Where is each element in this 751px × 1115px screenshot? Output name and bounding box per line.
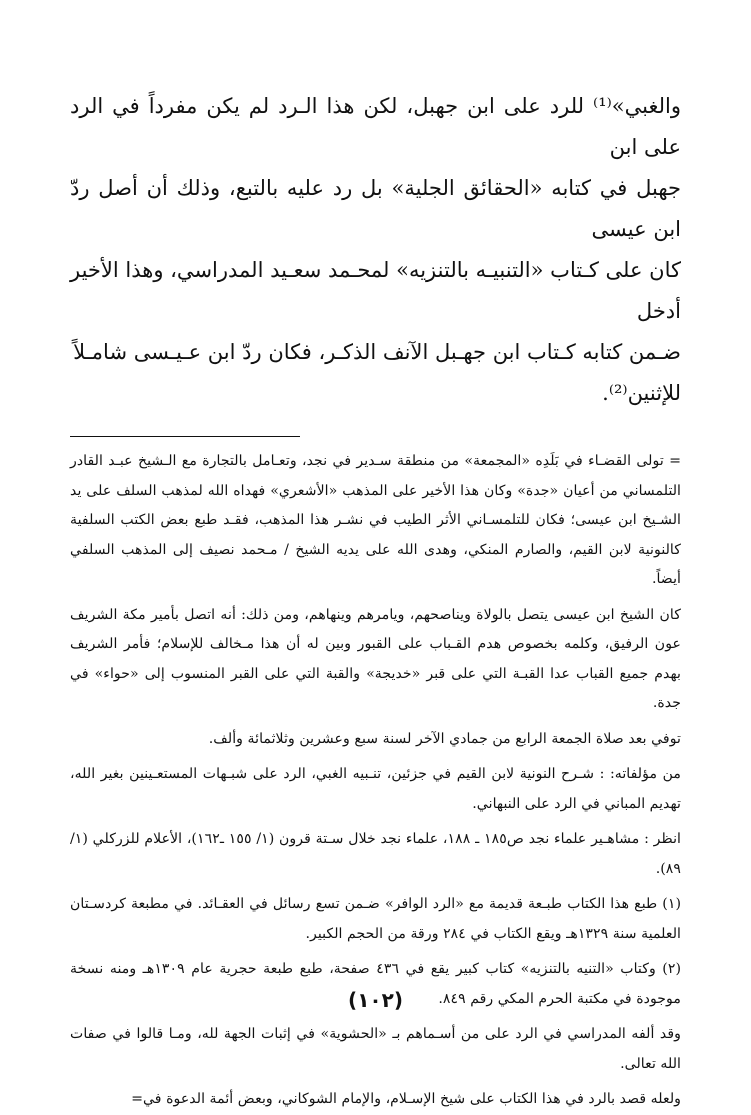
footnotes <box>70 447 681 1115</box>
main-line: للإثنين⁽²⁾. <box>602 381 681 405</box>
page <box>70 86 681 1107</box>
footnote-paragraph: ولعله قصد بالرد في هذا الكتاب على شيخ الإسـلام، والإمام الشوكاني، وبعض أئمة الدعوة في= <box>131 1091 681 1107</box>
page-number: (١٠٢) <box>348 988 403 1012</box>
main-line: والغبي»⁽¹⁾ للرد على ابن جهبل، لكن هذا الـرد لم يكن مفرداً في الرد على ابن <box>70 94 681 159</box>
footnote-paragraph: وقد ألفه المدراسي في الرد على من أسـماهم بـ «الحشوية» في إثبات الجهة لله، ومـا قالوا في صفات الله تعالى. <box>70 1026 681 1072</box>
footnote-2: (٢) وكتاب «التنيه بالتنزيه» كتاب كبير يقع في ٤٣٦ صفحة، طبع طبعة حجرية عام ١٣٠٩هـ ومنه نسخة موجودة في مكتبة الحرم المكي رقم ٨٤٩. <box>70 961 681 1007</box>
footnote-divider-wrap <box>70 414 681 447</box>
main-text <box>70 86 681 414</box>
footnote-paragraph: من مؤلفاته: : شـرح النونية لابن القيم في جزئين، تنـبيه الغبي، الرد على شبـهات المستعـينين بغير الله، تهديم المباني في الرد على النبهاني. <box>70 766 681 812</box>
footnote-paragraph: كان الشيخ ابن عيسى يتصل بالولاة ويناصحهم، ويامرهم وينهاهم، ومن ذلك: أنه اتصل بأمير مكة الشريف عون الرفيق، وكلمه بخصوص هدم القـباب على القبور وبين له أن هذا مـخالف للإسلام؛ فأمر الشريف بهدم جميع القباب عدا القبـة التي على قبر «خديجة» والقبة التي على القبر المنسوب إلى «حواء» في جدة. <box>70 606 681 711</box>
footnote-1: (١) طبع هذا الكتاب طبـعة قديمة مع «الرد الوافر» ضـمن تسع رسائل في العقـائد. في مطبعة كردسـتان العلمية سنة ١٣٢٩هـ ويقع الكتاب في ٢٨٤ ورقة من الحجم الكبير. <box>70 896 681 942</box>
footnote-continuation: = تولى القضـاء في بَلَدِه «المجمعة» من منطقة سـدير في نجد، وتعـامل بالتجارة مع الـشيخ عبـد القادر التلمساني من أعيان «جدة» وكان هذا الأخير على المذهب «الأشعري» فهداه الله لمذهب السلف على يد الشـيخ ابن عيسى؛ فكان للتلمسـاني الأثر الطيب في نشـر هذا المذهب، فقـد طبع بعض الكتب السلفية كالنونية لابن القيم، والصارم المنكي، وهدى الله على يديه الشيخ / مـحمد نصيف إلى المذهب السلفي أيضاً. <box>70 453 681 587</box>
footnote-paragraph: توفي بعد صلاة الجمعة الرابع من جمادي الآخر لسنة سبع وعشرين وثلاثمائة وألف. <box>208 730 681 747</box>
main-line: ضـمن كتابه كـتاب ابن جهـبل الآنف الذكـر، فكان ردّ ابن عـيـسى شامـلاً <box>73 340 681 364</box>
footnote-divider <box>70 436 300 437</box>
footnote-paragraph: انظر : مشاهـير علماء نجد ص١٨٥ ـ ١٨٨، علماء نجد خلال سـتة قرون (١/ ١٥٥ ـ١٦٢)، الأعلام للزركلي (١/ ٨٩). <box>70 831 681 877</box>
main-line: كان على كـتاب «التنبيـه بالتنزيه» لمحـمد سعـيد المدراسي، وهذا الأخير أدخل <box>70 258 681 323</box>
main-line: جهبل في كتابه «الحقائق الجلية» بل رد عليه بالتبع، وذلك أن أصل ردّ ابن عيسى <box>70 176 681 241</box>
